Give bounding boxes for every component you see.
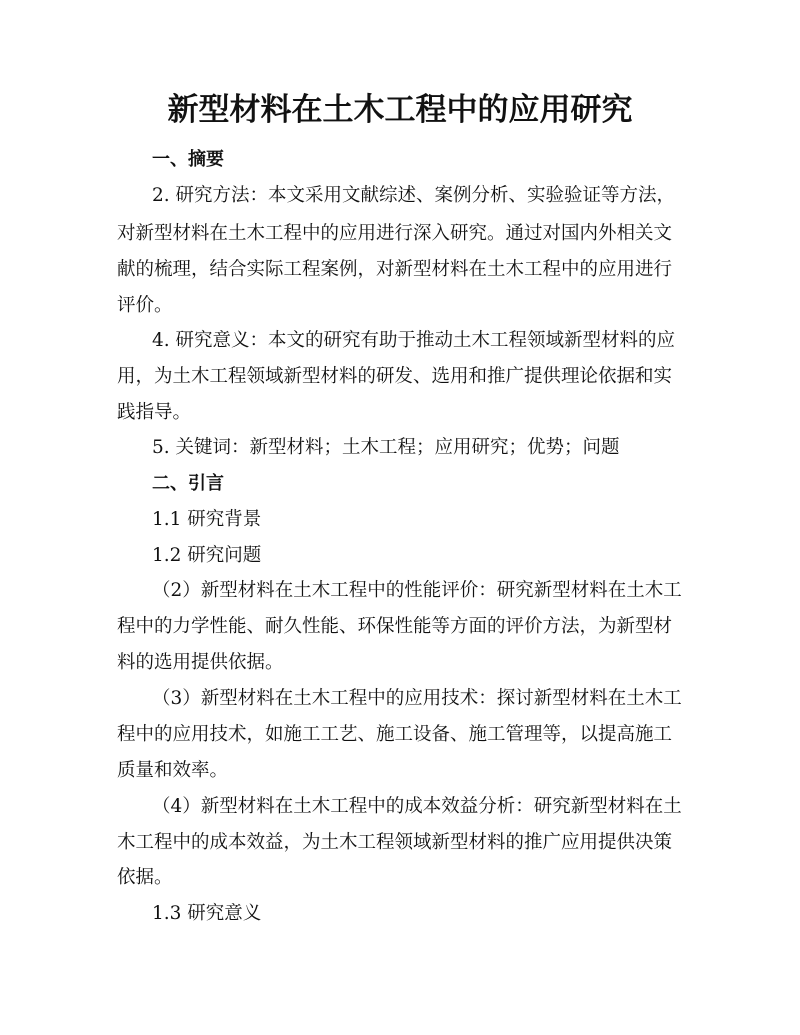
item4-paragraph-line-1: （4）新型材料在土木工程中的成本效益分析：研究新型材料在土 [152, 796, 682, 817]
subsection-background: 1.1 研究背景 [152, 509, 262, 530]
abstract-heading: 一、摘要 [152, 149, 224, 170]
item2-paragraph-line-3: 料的选用提供依据。 [117, 652, 284, 673]
intro-heading: 二、引言 [152, 473, 224, 494]
document-title: 新型材料在土木工程中的应用研究 [167, 92, 633, 128]
item4-paragraph-line-2: 木工程中的成本效益，为土木工程领域新型材料的推广应用提供决策 [117, 832, 673, 853]
method-paragraph-line-2: 对新型材料在土木工程中的应用进行深入研究。通过对国内外相关文 [117, 223, 673, 244]
significance-paragraph-line-2: 用，为土木工程领域新型材料的研发、选用和推广提供理论依据和实 [117, 366, 673, 387]
item3-paragraph-line-3: 质量和效率。 [117, 760, 229, 781]
subsection-problem: 1.2 研究问题 [152, 545, 262, 566]
item2-paragraph-line-1: （2）新型材料在土木工程中的性能评价：研究新型材料在土木工 [152, 580, 682, 601]
item3-paragraph-line-1: （3）新型材料在土木工程中的应用技术：探讨新型材料在土木工 [152, 688, 682, 709]
item3-paragraph-line-2: 程中的应用技术，如施工工艺、施工设备、施工管理等，以提高施工 [117, 724, 673, 745]
item4-paragraph-line-3: 依据。 [117, 867, 173, 888]
method-paragraph-line-3: 献的梳理，结合实际工程案例，对新型材料在土木工程中的应用进行 [117, 259, 673, 280]
significance-paragraph-line-3: 践指导。 [117, 402, 192, 423]
subsection-significance: 1.3 研究意义 [152, 903, 262, 924]
item2-paragraph-line-2: 程中的力学性能、耐久性能、环保性能等方面的评价方法，为新型材 [117, 616, 673, 637]
method-paragraph-line-1: 2. 研究方法：本文采用文献综述、案例分析、实验验证等方法， [152, 185, 676, 206]
method-paragraph-line-4: 评价。 [117, 295, 173, 316]
keywords-line: 5. 关键词：新型材料；土木工程；应用研究；优势；问题 [152, 437, 620, 458]
significance-paragraph-line-1: 4. 研究意义：本文的研究有助于推动土木工程领域新型材料的应 [152, 330, 676, 351]
